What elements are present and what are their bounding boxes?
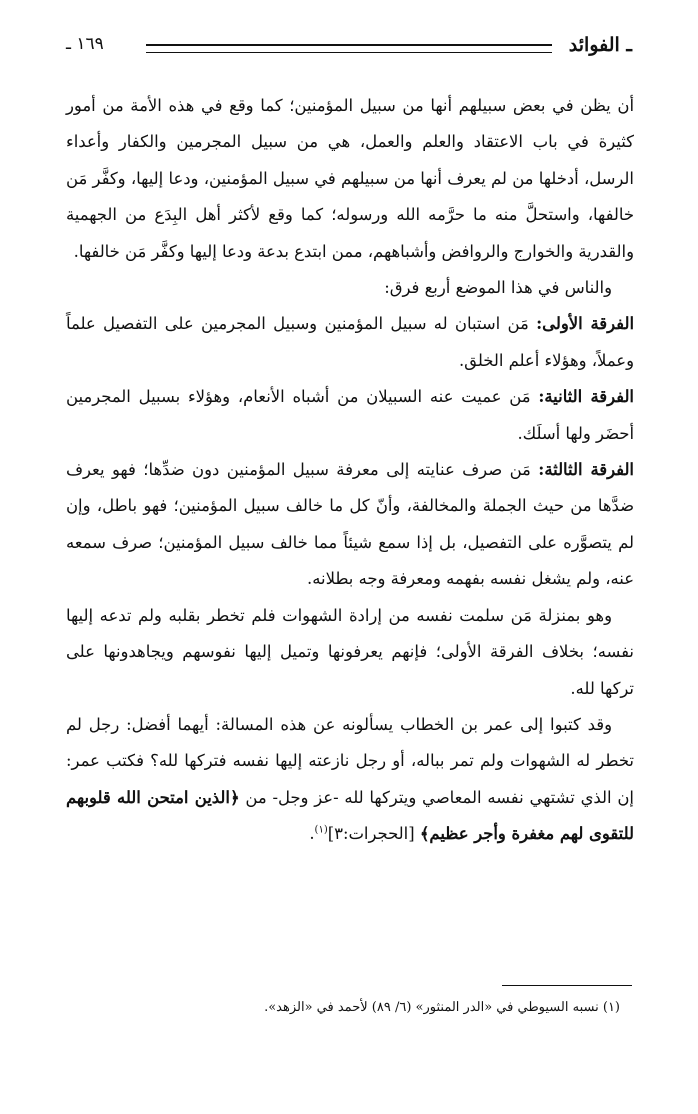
third-group-text: مَن صرف عنايته إلى معرفة سبيل المؤمنين دون ضدِّها؛ فهو يعرف ضدَّها من حيث الجملة والمخالفة، وأنّ كل ما خالف سبيل المؤمنين؛ فهو باطل، وإن لم يتصوَّره على التفصيل، بل إذا سمع شيئاً مما خالف سبيل المؤمنين؛ صرف سمعه عنه، ولم يشغل نفسه بفهمه ومعرفة وجه بطلانه. [66,460,634,589]
paragraph-first-group [66,306,634,379]
paragraph-7 [66,707,634,853]
third-group-label: الفرقة الثالثة: [538,460,634,480]
running-title: ـ الفوائد [568,34,632,56]
first-group-label: الفرقة الأولى: [536,314,634,334]
quran-verse: ﴿الذين امتحن الله قلوبهم للتقوى لهم مغفرة وأجر عظيم﴾ [66,787,634,844]
paragraph-7-text: وقد كتبوا إلى عمر بن الخطاب يسألونه عن هذه المسالة: أيهما أفضل: رجل لم تخطر له الشهوات ولم تمر بباله، أو رجل نازعته إليها نفسه فتركها لله؟ فكتب عمر: إن الذي تشتهي نفسه المعاصي ويتركها لله -عز وجل- من [66,714,634,807]
header-rule [146,44,552,53]
paragraph-6: وهو بمنزلة مَن سلمت نفسه من إرادة الشهوات فلم تخطر بقلبه ولم تدعه إليها نفسه؛ بخلاف الفرقة الأولى؛ فإنهم يعرفونها وتميل إليها نفوسهم ويجاهدونها على تركها لله. [66,605,634,698]
verse-citation: [الحجرات:٣] [327,824,415,844]
paragraph-7-end: . [309,824,315,844]
footnote-reference: (١) [314,824,328,836]
footnote-1: (١) نسبه السيوطي في «الدر المنثور» (٦/ ٨٩) لأحمد في «الزهد». [264,1000,620,1015]
paragraph-1: أن يظن في بعض سبيلهم أنها من سبيل المؤمنين؛ كما وقع في هذه الأمة من أمور كثيرة في باب الاعتقاد والعلم والعمل، هي من سبيل المجرمين والكفار وأعداء الرسل، أدخلها من لم يعرف أنها من سبيلهم في سبيل المؤمنين، ودعا إليها، وكفَّر مَن خالفها، واستحلَّ منه ما حرَّمه الله ورسوله؛ كما وقع لأكثر أهل البِدَع من الجهمية والقدرية والخوارج والروافض وأشباههم، ممن ابتدع بدعة ودعا إليها وكفَّر مَن خالفها. [66,96,634,261]
page-header [66,32,632,62]
paragraph-second-group [66,379,634,452]
second-group-label: الفرقة الثانية: [538,387,634,407]
page-number: ١٦٩ ـ [66,34,104,54]
footnotes [66,998,634,1018]
second-group-text: مَن عميت عنه السبيلان من أشباه الأنعام، وهؤلاء بسبيل المجرمين أحضَر ولها أسلَك. [66,387,634,443]
main-text [66,88,634,853]
paragraph-2: والناس في هذا الموضع أربع فرق: [384,278,612,298]
paragraph-third-group [66,452,634,598]
first-group-text: مَن استبان له سبيل المؤمنين وسبيل المجرمين على التفصيل علماً وعملاً، وهؤلاء أعلم الخلق. [66,314,634,370]
footnote-separator [502,985,632,986]
